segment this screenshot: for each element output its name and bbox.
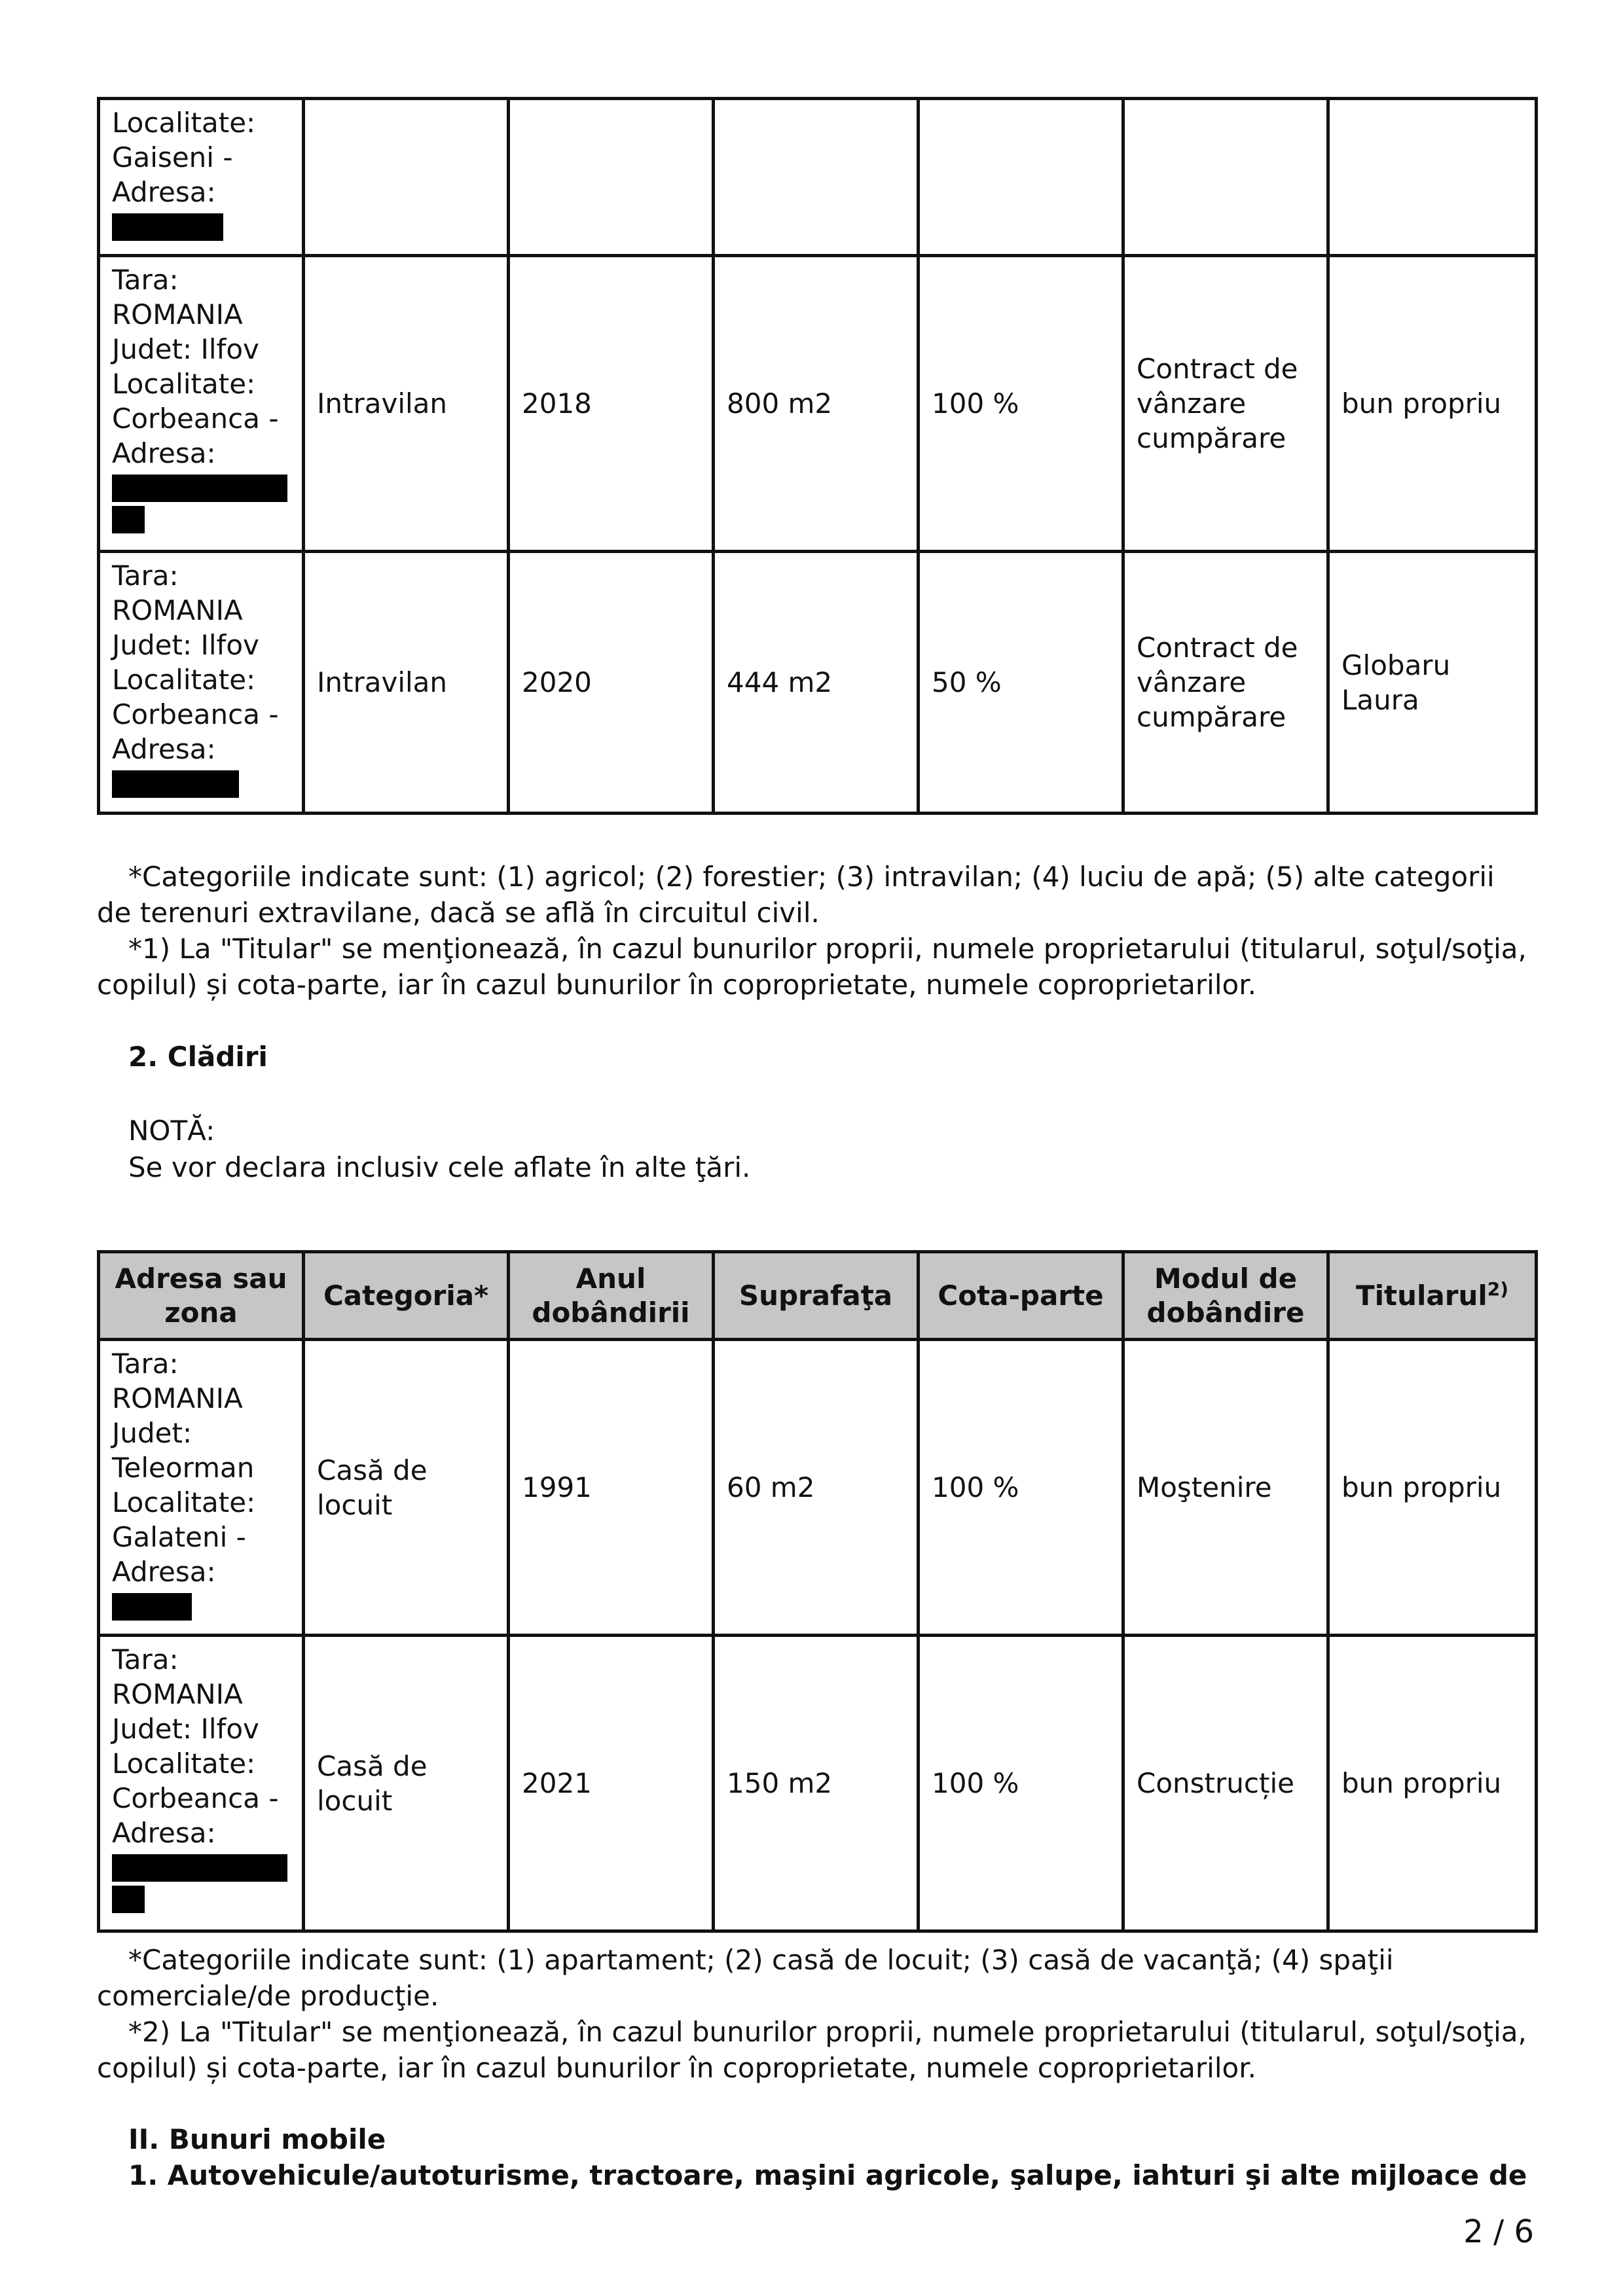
share-cell (919, 99, 1123, 256)
mode-cell: Contract de vânzare cumpărare (1123, 256, 1328, 552)
footnote-categories: *Categoriile indicate sunt: (1) apartament; (2) casă de locuit; (3) casă de vacanţă; (4) spaţii comerciale/de producţie. (97, 1944, 1394, 2012)
table-row (99, 1340, 1537, 1636)
holder-cell: bun propriu (1328, 1340, 1537, 1636)
holder-cell (1328, 99, 1537, 256)
header-holder: Titularul$^{2)}$ (1328, 1252, 1537, 1340)
mode-cell: Moştenire (1123, 1340, 1328, 1636)
table-row (99, 256, 1537, 552)
header-mode: Modul de dobândire (1123, 1252, 1328, 1340)
year-cell: 2020 (509, 552, 714, 814)
footnote-titular: *2) La "Titular" se menţionează, în cazul bunurilor proprii, numele proprietarului (titularul, soţul/soţia, copilul) și cota-parte, iar în cazul bunurilor în coproprietate, numele coproprietarilor. (97, 2016, 1527, 2084)
redaction-block (112, 213, 223, 241)
table-row (99, 552, 1537, 814)
category-cell: Casă de locuit (304, 1636, 509, 1931)
table-row (99, 1636, 1537, 1931)
subsection-heading-vehicles: 1. Autovehicule/autoturisme, tractoare, maşini agricole, şalupe, iahturi şi alte mijloace de (128, 2159, 1527, 2191)
land-table (97, 97, 1538, 815)
mode-cell (1123, 99, 1328, 256)
share-cell: 100 % (919, 1636, 1123, 1931)
share-cell: 100 % (919, 256, 1123, 552)
area-cell (714, 99, 919, 256)
category-cell: Intravilan (304, 256, 509, 552)
address-cell: Tara: ROMANIA Judet: Ilfov Localitate: Corbeanca - Adresa: (99, 256, 304, 552)
header-category: Categoria* (304, 1252, 509, 1340)
address-cell: Localitate: Gaiseni - Adresa: (99, 99, 304, 256)
year-cell (509, 99, 714, 256)
footnote-titular: *1) La "Titular" se menţionează, în cazul bunurilor proprii, numele proprietarului (titularul, soţul/soţia, copilul) și cota-parte, iar în cazul bunurilor în coproprietate, numele coproprietarilor. (97, 933, 1527, 1001)
category-cell (304, 99, 509, 256)
building-footnotes (97, 1942, 1535, 2086)
header-share: Cota-parte (919, 1252, 1123, 1340)
redaction-block (112, 1854, 287, 1882)
header-year: Anul dobândirii (509, 1252, 714, 1340)
table-row (99, 99, 1537, 256)
nota-label: NOTĂ: (128, 1115, 215, 1147)
mode-cell: Contract de vânzare cumpărare (1123, 552, 1328, 814)
area-cell: 444 m2 (714, 552, 919, 814)
redaction-block (112, 770, 239, 798)
land-footnotes (97, 859, 1535, 1003)
category-cell: Intravilan (304, 552, 509, 814)
mode-cell: Construcție (1123, 1636, 1328, 1931)
holder-cell: bun propriu (1328, 256, 1537, 552)
area-cell: 60 m2 (714, 1340, 919, 1636)
area-cell: 150 m2 (714, 1636, 919, 1931)
buildings-table (97, 1250, 1538, 1933)
redaction-block (112, 506, 145, 533)
address-cell: Tara: ROMANIA Judet: Ilfov Localitate: Corbeanca - Adresa: (99, 1636, 304, 1931)
section-heading-buildings: 2. Clădiri (128, 1041, 268, 1073)
header-area: Suprafaţa (714, 1252, 919, 1340)
area-cell: 800 m2 (714, 256, 919, 552)
share-cell: 100 % (919, 1340, 1123, 1636)
header-address: Adresa sau zona (99, 1252, 304, 1340)
footnote-categories: *Categoriile indicate sunt: (1) agricol; (2) forestier; (3) intravilan; (4) luciu de apă; (5) alte categorii de terenuri extravilane, dacă se află în circuitul civil. (97, 861, 1495, 929)
year-cell: 2021 (509, 1636, 714, 1931)
redaction-block (112, 1593, 192, 1621)
address-cell: Tara: ROMANIA Judet: Teleorman Localitate: Galateni - Adresa: (99, 1340, 304, 1636)
redaction-block (112, 1886, 145, 1913)
nota-text: Se vor declara inclusiv cele aflate în alte ţări. (128, 1151, 751, 1183)
table-header-row (99, 1252, 1537, 1340)
holder-cell: Globaru Laura (1328, 552, 1537, 814)
holder-cell: bun propriu (1328, 1636, 1537, 1931)
category-cell: Casă de locuit (304, 1340, 509, 1636)
year-cell: 2018 (509, 256, 714, 552)
redaction-block (112, 475, 287, 502)
page-number: 2 / 6 (1463, 2214, 1534, 2250)
address-cell: Tara: ROMANIA Judet: Ilfov Localitate: Corbeanca - Adresa: (99, 552, 304, 814)
share-cell: 50 % (919, 552, 1123, 814)
year-cell: 1991 (509, 1340, 714, 1636)
section-heading-mobile: II. Bunuri mobile (128, 2123, 386, 2155)
